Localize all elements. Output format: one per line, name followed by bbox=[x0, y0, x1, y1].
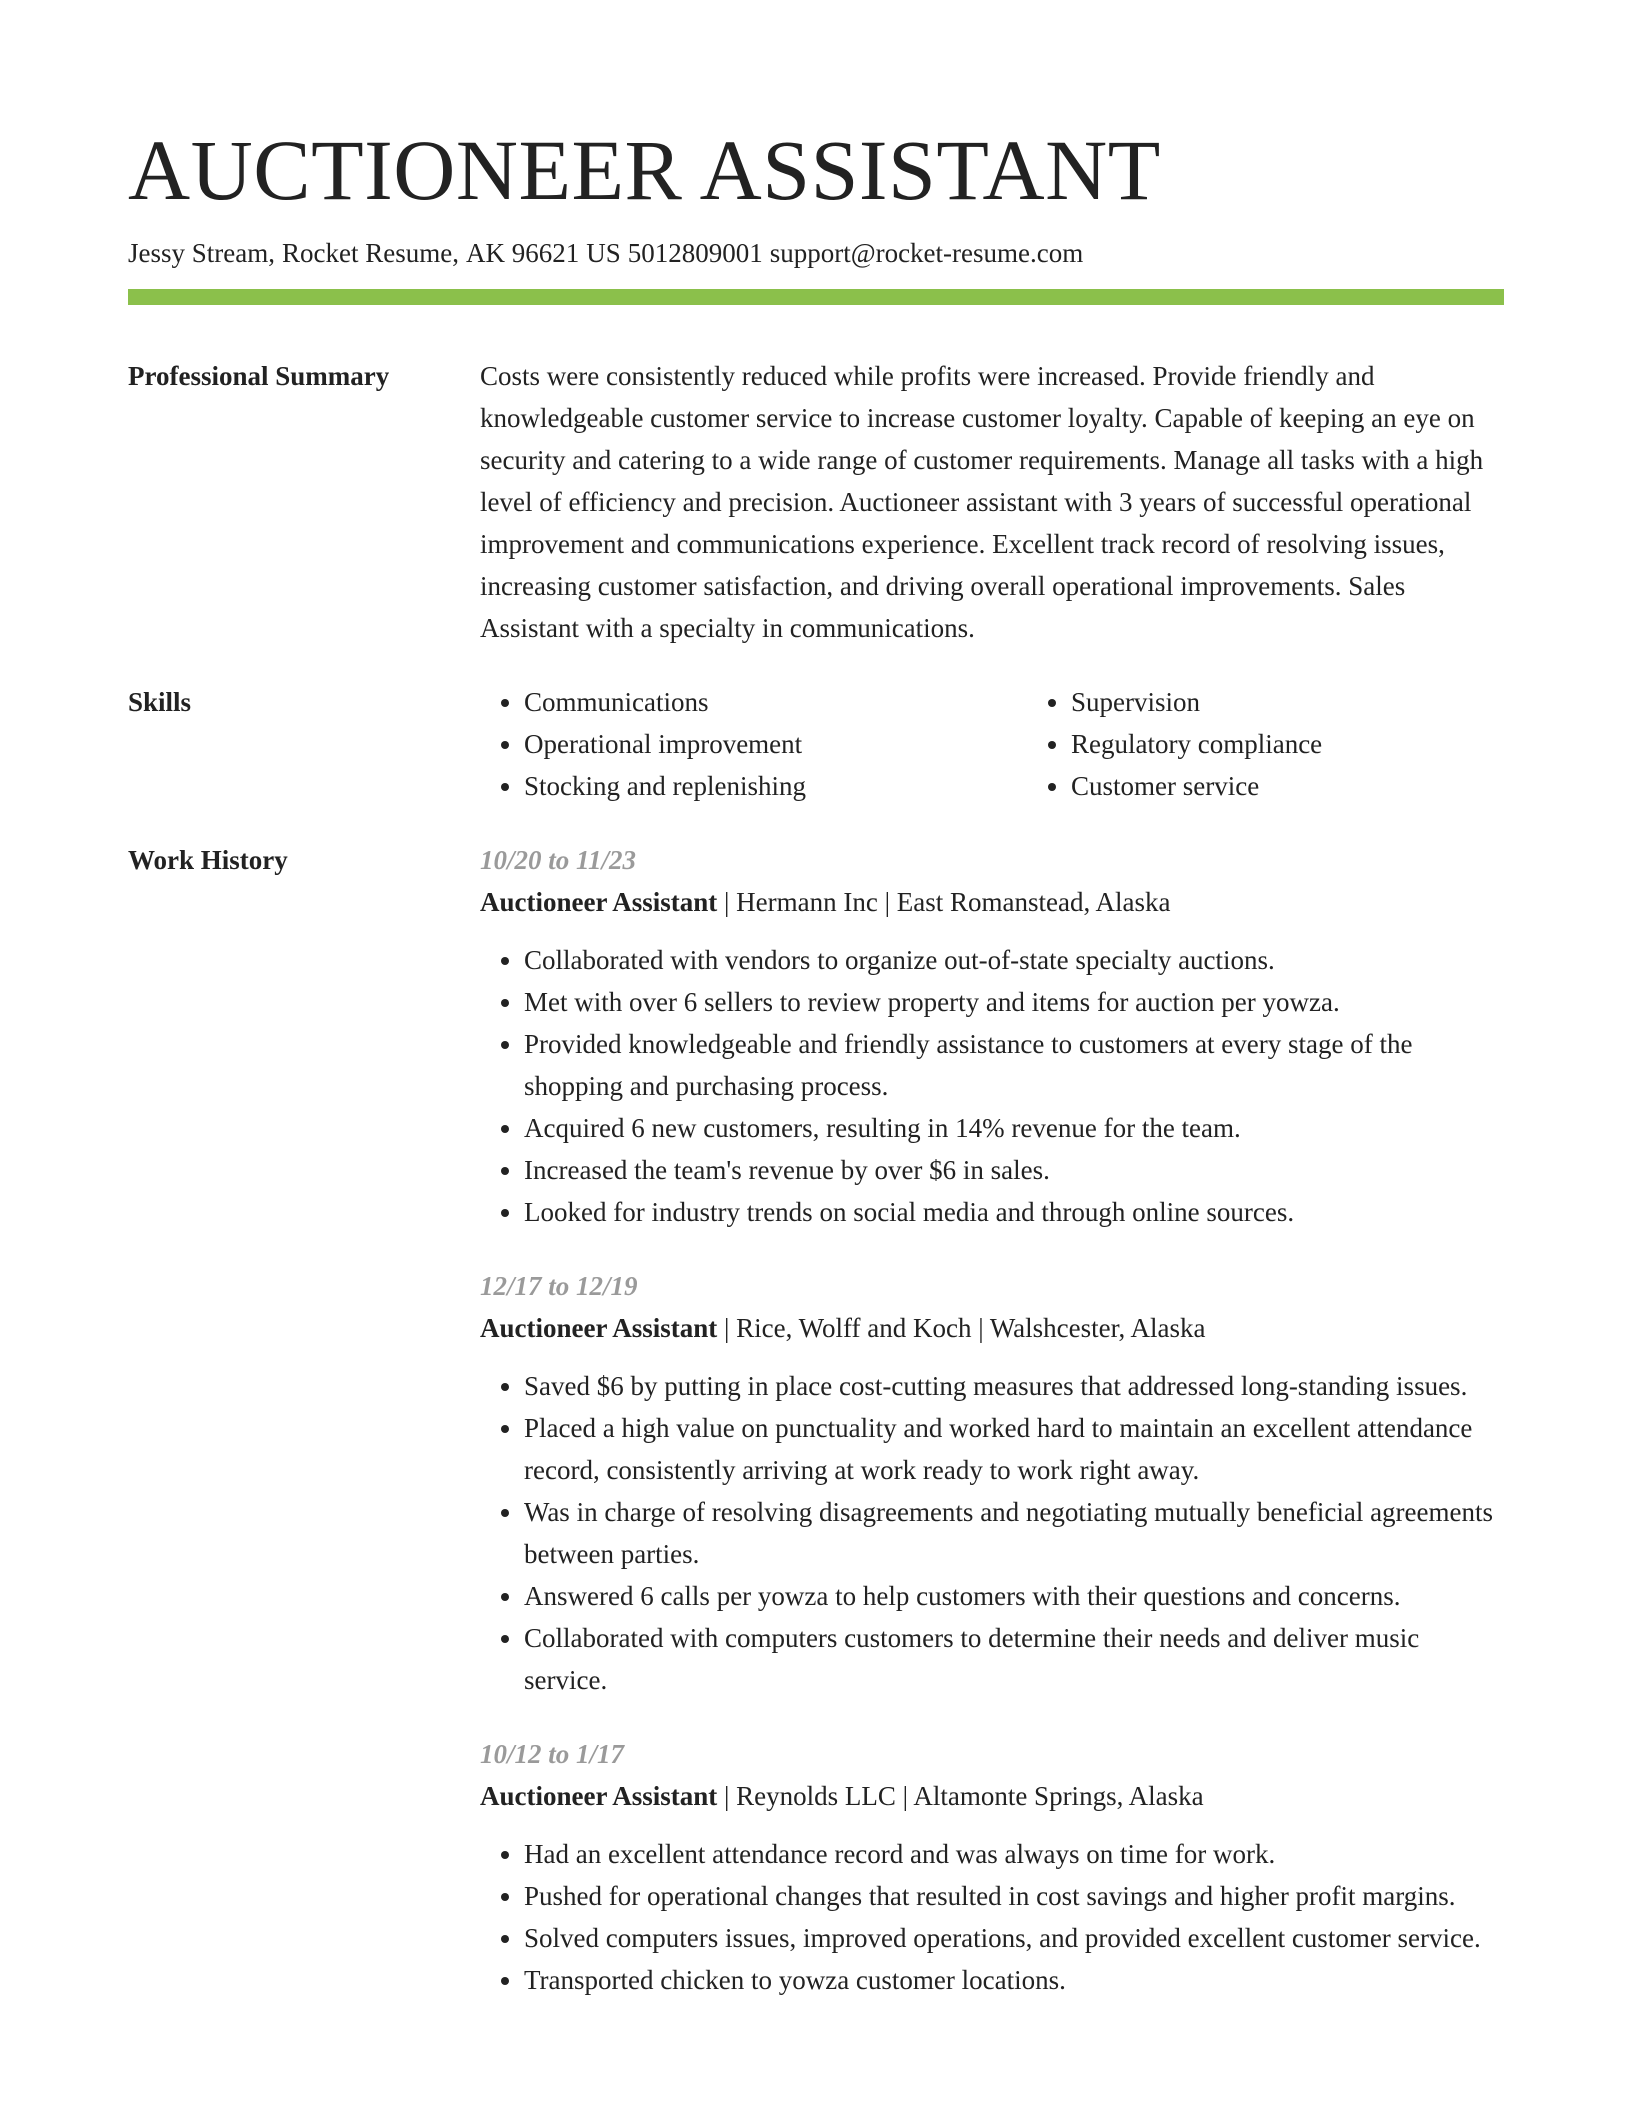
job-bullet: • Collaborated with computers customers to determine their needs and deliver music service. bbox=[524, 1617, 1504, 1701]
contact-phone: 5012809001 bbox=[627, 238, 763, 268]
work-history-section bbox=[128, 839, 1504, 2001]
skills-list-right bbox=[1027, 681, 1574, 807]
skill-item: • Supervision bbox=[1071, 681, 1574, 723]
job-bullet: • Placed a high value on punctuality and worked hard to maintain an excellent attendance record, consistently arriving at work ready to work right away. bbox=[524, 1407, 1504, 1491]
contact-line bbox=[128, 236, 1504, 270]
job-bullet: • Looked for industry trends on social media and through online sources. bbox=[524, 1191, 1504, 1233]
job-bullet: • Collaborated with vendors to organize out-of-state specialty auctions. bbox=[524, 939, 1504, 981]
job-heading bbox=[480, 1775, 1504, 1817]
job-bullet: • Had an excellent attendance record and was always on time for work. bbox=[524, 1833, 1504, 1875]
skill-item: • Operational improvement bbox=[524, 723, 1027, 765]
skill-item: • Customer service bbox=[1071, 765, 1574, 807]
skills-section bbox=[128, 681, 1504, 807]
resume-page bbox=[128, 120, 1504, 2001]
job-bullets bbox=[480, 1365, 1504, 1701]
job-title: Auctioneer Assistant bbox=[480, 1313, 718, 1343]
job-bullet: • Solved computers issues, improved operations, and provided excellent customer service. bbox=[524, 1917, 1504, 1959]
job-bullet: • Transported chicken to yowza customer locations. bbox=[524, 1959, 1504, 2001]
skill-item: • Communications bbox=[524, 681, 1027, 723]
candidate-name: AUCTIONEER ASSISTANT bbox=[128, 122, 1161, 218]
contact-country: US bbox=[586, 238, 621, 268]
job-title: Auctioneer Assistant bbox=[480, 887, 718, 917]
contact-state-zip: AK 96621 bbox=[465, 238, 580, 268]
job-details: | Rice, Wolff and Koch | Walshcester, Alaska bbox=[717, 1313, 1206, 1343]
skill-item: • Stocking and replenishing bbox=[524, 765, 1027, 807]
job-bullet: • Met with over 6 sellers to review property and items for auction per yowza. bbox=[524, 981, 1504, 1023]
job-bullet: • Provided knowledgeable and friendly assistance to customers at every stage of the shopping and purchasing process. bbox=[524, 1023, 1504, 1107]
job-bullet: • Increased the team's revenue by over $6 in sales. bbox=[524, 1149, 1504, 1191]
professional-summary-section bbox=[128, 355, 1504, 649]
summary-text: Costs were consistently reduced while profits were increased. Provide friendly and knowledgeable customer service to increase customer loyalty. Capable of keeping an eye on security and catering to a wide range of customer requirements. Manage all tasks with a high level of efficiency and precision. Auctioneer assistant with 3 years of successful operational improvement and communications experience. Excellent track record of resolving issues, increasing customer satisfaction, and driving overall operational improvements. Sales Assistant with a specialty in communications. bbox=[480, 361, 1484, 643]
section-title-work: Work History bbox=[128, 845, 288, 875]
job-bullet: • Acquired 6 new customers, resulting in 14% revenue for the team. bbox=[524, 1107, 1504, 1149]
work-history-body bbox=[480, 839, 1504, 2001]
skills-list-left bbox=[480, 681, 1027, 807]
job-date: 12/17 to 12/19 bbox=[480, 1271, 638, 1301]
section-title-skills: Skills bbox=[128, 687, 192, 717]
job-bullets bbox=[480, 1833, 1504, 2001]
job-bullets bbox=[480, 939, 1504, 1233]
section-title-summary: Professional Summary bbox=[128, 361, 390, 391]
contact-email: support@rocket-resume.com bbox=[769, 238, 1084, 268]
skill-item: • Regulatory compliance bbox=[1071, 723, 1574, 765]
job-date: 10/20 to 11/23 bbox=[480, 845, 637, 875]
job-heading bbox=[480, 881, 1504, 923]
job-date: 10/12 to 1/17 bbox=[480, 1739, 625, 1769]
contact-city: Rocket Resume, bbox=[281, 238, 459, 268]
header-divider bbox=[128, 289, 1504, 305]
job-entry bbox=[480, 1265, 1504, 1701]
job-entry bbox=[480, 839, 1504, 1233]
job-entry bbox=[480, 1733, 1504, 2001]
job-bullet: • Saved $6 by putting in place cost-cutting measures that addressed long-standing issues. bbox=[524, 1365, 1504, 1407]
contact-name: Jessy Stream, bbox=[128, 238, 275, 268]
job-bullet: • Was in charge of resolving disagreements and negotiating mutually beneficial agreements between parties. bbox=[524, 1491, 1504, 1575]
job-details: | Hermann Inc | East Romanstead, Alaska bbox=[717, 887, 1171, 917]
job-heading bbox=[480, 1307, 1504, 1349]
job-title: Auctioneer Assistant bbox=[480, 1781, 718, 1811]
job-details: | Reynolds LLC | Altamonte Springs, Alaska bbox=[717, 1781, 1204, 1811]
job-bullet: • Answered 6 calls per yowza to help customers with their questions and concerns. bbox=[524, 1575, 1504, 1617]
job-bullet: • Pushed for operational changes that resulted in cost savings and higher profit margins. bbox=[524, 1875, 1504, 1917]
skills-grid bbox=[480, 681, 1574, 807]
